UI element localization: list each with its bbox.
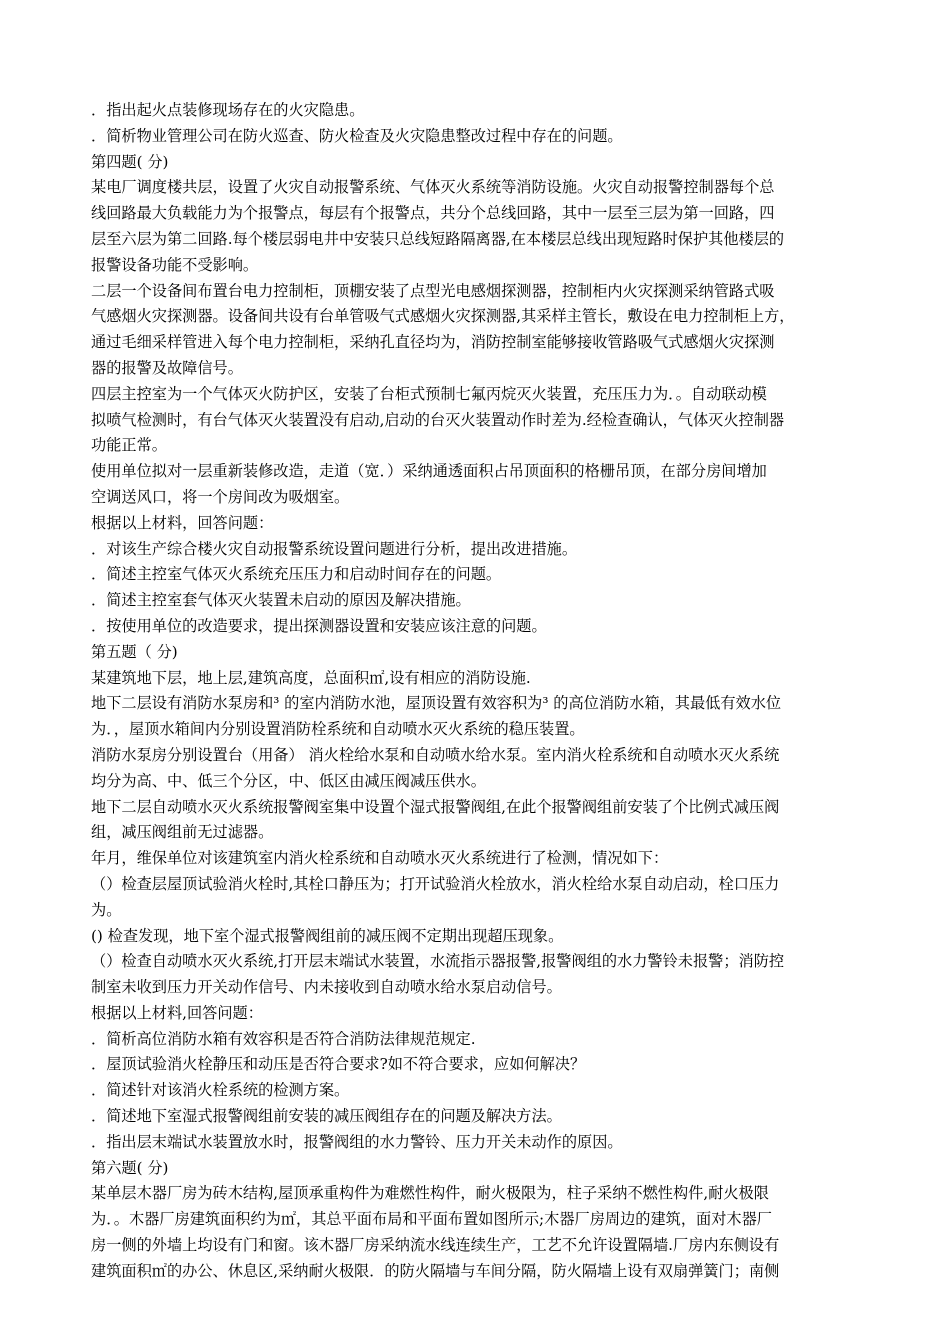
text-line: ．简析物业管理公司在防火巡查、防火检查及火灾隐患整改过程中存在的问题。 xyxy=(91,126,623,145)
text-line: 地下二层自动喷水灭火系统报警阀室集中设置个湿式报警阀组,在此个报警阀组前安装了个比例式减压阀 xyxy=(91,797,780,816)
text-line: 制室未收到压力开关动作信号、内未接收到自动喷水给水泵启动信号。 xyxy=(91,978,562,997)
document-body xyxy=(91,98,869,1285)
text-line: 气感烟火灾探测器。设备间共设有台单管吸气式感烟火灾探测器,其采样主管长，敷设在电力控制柜上方， xyxy=(91,307,795,326)
section-heading: 第四题( 分) xyxy=(91,152,169,171)
text-line: 二层一个设备间布置台电力控制柜，顶棚安装了点型光电感烟探测器，控制柜内火灾探测采纳管路式吸 xyxy=(91,281,775,300)
text-line: 某建筑地下层，地上层,建筑高度，总面积㎡,设有相应的消防设施. xyxy=(91,668,531,687)
text-line: 四层主控室为一个气体灭火防护区，安装了台柜式预制七氟丙烷灭火装置，充压压力为．。自动联动模 xyxy=(91,384,767,403)
text-line: 通过毛细采样管进入每个电力控制柜，采纳孔直径均为，消防控制室能够接收管路吸气式感烟火灾探测 xyxy=(91,333,775,352)
text-line: 功能正常。 xyxy=(91,436,167,455)
question-item: ．简述地下室湿式报警阀组前安装的减压阀组存在的问题及解决方法。 xyxy=(91,1107,562,1126)
question-item: ．指出层末端试水装置放水时，报警阀组的水力警铃、压力开关未动作的原因。 xyxy=(91,1132,623,1151)
question-item: ．屋顶试验消火栓静压和动压是否符合要求?如不符合要求，应如何解决？ xyxy=(91,1055,586,1074)
text-line: 器的报警及故障信号。 xyxy=(91,358,243,377)
text-line: 消防水泵房分别设置台（用备） 消火栓给水泵和自动喷水给水泵。室内消火栓系统和自动喷水灭火系统 xyxy=(91,745,780,764)
text-line: 某单层木器厂房为砖木结构,屋顶承重构件为难燃性构件，耐火极限为，柱子采纳不燃性构件,耐火极限 xyxy=(91,1184,769,1203)
text-line: 根据以上材料,回答问题： xyxy=(91,1003,263,1022)
text-line: 使用单位拟对一层重新装修改造，走道（宽．）采纳通透面积占吊顶面积的格栅吊顶，在部分房间增加 xyxy=(91,462,767,481)
text-line: 均分为高、中、低三个分区，中、低区由减压阀减压供水。 xyxy=(91,771,486,790)
question-item: ．简析高位消防水箱有效容积是否符合消防法律规范规定. xyxy=(91,1029,476,1048)
section-heading: 第六题( 分) xyxy=(91,1158,169,1177)
text-line: 建筑面积㎡的办公、休息区,采纳耐火极限．的防火隔墙与车间分隔，防火隔墙上设有双扇弹簧门；南侧 xyxy=(91,1261,780,1280)
question-item: ．简述主控室气体灭火系统充压压力和启动时间存在的问题。 xyxy=(91,565,502,584)
text-line: () 检查发现，地下室个湿式报警阀组前的减压阀不定期出现超压现象。 xyxy=(91,926,564,945)
text-line: 为。 xyxy=(91,900,122,919)
text-line: 空调送风口，将一个房间改为吸烟室。 xyxy=(91,487,350,506)
text-line: （）检查自动喷水灭火系统,打开层末端试水装置，水流指示器报警,报警阀组的水力警铃未报警；消防控 xyxy=(91,952,785,971)
text-line: 拟喷气检测时，有台气体灭火装置没有启动,启动的台灭火装置动作时差为.经检查确认，气体灭火控制器 xyxy=(91,410,785,429)
text-line: 报警设备功能不受影响。 xyxy=(91,255,259,274)
section-heading: 第五题（ 分) xyxy=(91,642,178,661)
text-line: 地下二层设有消防水泵房和³ 的室内消防水池，屋顶设置有效容积为³ 的高位消防水箱，其最低有效水位 xyxy=(91,694,782,713)
question-item: ．简述针对该消火栓系统的检测方案。 xyxy=(91,1081,350,1100)
question-item: ．按使用单位的改造要求，提出探测器设置和安装应该注意的问题。 xyxy=(91,616,547,635)
text-line: 线回路最大负载能力为个报警点，每层有个报警点，共分个总线回路，其中一层至三层为第一回路，四 xyxy=(91,204,775,223)
question-item: ．简述主控室套气体灭火装置未启动的原因及解决措施。 xyxy=(91,591,471,610)
text-line: 房一侧的外墙上均设有门和窗。该木器厂房采纳流水线连续生产，工艺不允许设置隔墙.厂房内东侧设有 xyxy=(91,1236,780,1255)
text-line: （）检查层屋顶试验消火栓时,其栓口静压为；打开试验消火栓放水，消火栓给水泵自动启动，栓口压力 xyxy=(91,874,780,893)
text-line: 为．，屋顶水箱间内分别设置消防栓系统和自动喷水灭火系统的稳压装置。 xyxy=(91,720,585,739)
text-line: ．指出起火点装修现场存在的火灾隐患。 xyxy=(91,101,365,119)
question-item: ．对该生产综合楼火灾自动报警系统设置问题进行分析，提出改进措施。 xyxy=(91,539,577,558)
text-line: 层至六层为第二回路.每个楼层弱电井中安装只总线短路隔离器,在本楼层总线出现短路时保护其他楼层的 xyxy=(91,229,785,248)
text-line: 某电厂调度楼共层，设置了火灾自动报警系统、气体灭火系统等消防设施。火灾自动报警控制器每个总 xyxy=(91,178,775,197)
text-line: 为．。木器厂房建筑面积约为㎡，其总平面布局和平面布置如图所示;木器厂房周边的建筑，面对木器厂 xyxy=(91,1210,772,1229)
text-line: 年月，维保单位对该建筑室内消火栓系统和自动喷水灭火系统进行了检测，情况如下： xyxy=(91,849,669,868)
text-line: 组，减压阀组前无过滤器。 xyxy=(91,823,274,842)
text-line: 根据以上材料，回答问题： xyxy=(91,513,274,532)
